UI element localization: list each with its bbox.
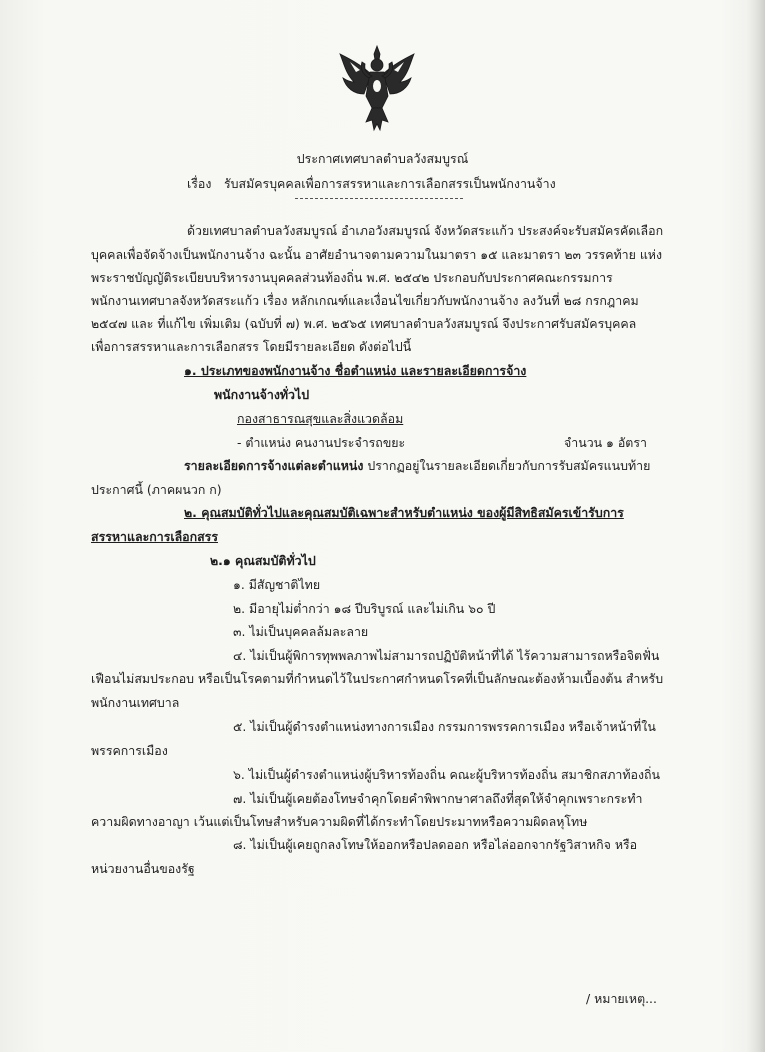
section2-heading-line1: ๒. คุณสมบัติทั่วไปและคุณสมบัติเฉพาะสำหรับตำแหน่ง ของผู้มีสิทธิสมัครเข้ารับการ — [184, 505, 624, 520]
qualification-item-1: ๑. มีสัญชาติไทย — [233, 577, 321, 592]
qualification-item-4-cont2: พนักงานเทศบาล — [91, 695, 180, 710]
section1-heading: ๑. ประเภทของพนักงานจ้าง ชื่อตำแหน่ง และรายละเอียดการจ้าง — [184, 363, 527, 378]
section2-subheading: ๒.๑ คุณสมบัติทั่วไป — [210, 553, 316, 568]
intro-line-5: ๒๕๔๗ และ ที่แก้ไข เพิ่มเติม (ฉบับที่ ๗) พ.ศ. ๒๕๖๕ เทศบาลตำบลวังสมบูรณ์ จึงประกาศรับสมัครบุคคล — [91, 316, 637, 331]
division-name: กองสาธารณสุขและสิ่งแวดล้อม — [237, 411, 404, 426]
qualification-item-2: ๒. มีอายุไม่ต่ำกว่า ๑๘ ปีบริบูรณ์ และไม่เกิน ๖๐ ปี — [233, 601, 496, 616]
qualification-item-8-cont: หน่วยงานอื่นของรัฐ — [91, 861, 195, 876]
intro-line-2: บุคคลเพื่อจัดจ้างเป็นพนักงานจ้าง ฉะนั้น อาศัยอำนาจตามความในมาตรา ๑๕ และมาตรา ๒๓ วรรคท้าย แห่ง — [91, 247, 663, 262]
position-title: - ตำแหน่ง คนงานประจำรถขยะ — [237, 435, 406, 450]
qualification-item-3: ๓. ไม่เป็นบุคคลล้มละลาย — [233, 624, 369, 639]
employment-detail-text: ปรากฏอยู่ในรายละเอียดเกี่ยวกับการรับสมัครแนบท้าย — [363, 458, 651, 473]
employment-detail — [184, 457, 650, 474]
employment-detail-label: รายละเอียดการจ้างแต่ละตำแหน่ง — [184, 458, 364, 473]
section1-subheading: พนักงานจ้างทั่วไป — [214, 387, 310, 402]
qualification-item-5-cont: พรรคการเมือง — [91, 743, 168, 758]
intro-line-3: พระราชบัญญัติระเบียบบริหารงานบุคคลส่วนท้องถิ่น พ.ศ. ๒๕๔๒ ประกอบกับประกาศคณะกรรมการ — [91, 270, 613, 285]
qualification-item-4-cont: เฟือนไม่สมประกอบ หรือเป็นโรคตามที่กำหนดไว้ในประกาศกำหนดโรคที่เป็นลักษณะต้องห้ามเบื้องต้น สำหรับ — [91, 671, 664, 686]
employment-detail-line2: ประกาศนี้ (ภาคผนวก ก) — [91, 482, 222, 497]
announcement-title: ประกาศเทศบาลตำบลวังสมบูรณ์ — [296, 151, 469, 166]
intro-line-1: ด้วยเทศบาลตำบลวังสมบูรณ์ อำเภอวังสมบูรณ์ จังหวัดสระแก้ว ประสงค์จะรับสมัครคัดเลือก — [187, 223, 664, 238]
qualification-item-5: ๕. ไม่เป็นผู้ดำรงตำแหน่งทางการเมือง กรรมการพรรคการเมือง หรือเจ้าหน้าที่ใน — [233, 719, 656, 734]
qualification-item-7: ๗. ไม่เป็นผู้เคยต้องโทษจำคุกโดยคำพิพากษาศาลถึงที่สุดให้จำคุกเพราะกระทำ — [233, 791, 643, 806]
qualification-item-8: ๘. ไม่เป็นผู้เคยถูกลงโทษให้ออกหรือปลดออก หรือไล่ออกจากรัฐวิสาหกิจ หรือ — [233, 837, 638, 852]
qualification-item-4: ๔. ไม่เป็นผู้พิการทุพพลภาพไม่สามารถปฏิบัติหน้าที่ได้ ไร้ความสามารถหรือจิตฟั่น — [233, 648, 660, 663]
subject-text: รับสมัครบุคคลเพื่อการสรรหาและการเลือกสรรเป็นพนักงานจ้าง — [224, 176, 556, 191]
garuda-emblem — [336, 44, 418, 136]
title-separator — [295, 198, 463, 199]
section2-heading-line2: สรรหาและการเลือกสรร — [91, 529, 218, 544]
position-quantity: จำนวน ๑ อัตรา — [564, 435, 647, 450]
subject-label: เรื่อง — [187, 176, 212, 191]
intro-line-4: พนักงานเทศบาลจังหวัดสระแก้ว เรื่อง หลักเกณฑ์และเงื่อนไขเกี่ยวกับพนักงานจ้าง ลงวันที่ ๒๘ กรกฎาคม — [91, 293, 639, 308]
intro-line-6: เพื่อการสรรหาและการเลือกสรร โดยมีรายละเอียด ดังต่อไปนี้ — [91, 339, 412, 354]
continued-marker: / หมายเหตุ... — [586, 991, 657, 1006]
qualification-item-7-cont: ความผิดทางอาญา เว้นแต่เป็นโทษสำหรับความผิดที่ได้กระทำโดยประมาทหรือความผิดลหุโทษ — [91, 814, 588, 829]
qualification-item-6: ๖. ไม่เป็นผู้ดำรงตำแหน่งผู้บริหารท้องถิ่น คณะผู้บริหารท้องถิ่น สมาชิกสภาท้องถิ่น — [233, 767, 660, 782]
